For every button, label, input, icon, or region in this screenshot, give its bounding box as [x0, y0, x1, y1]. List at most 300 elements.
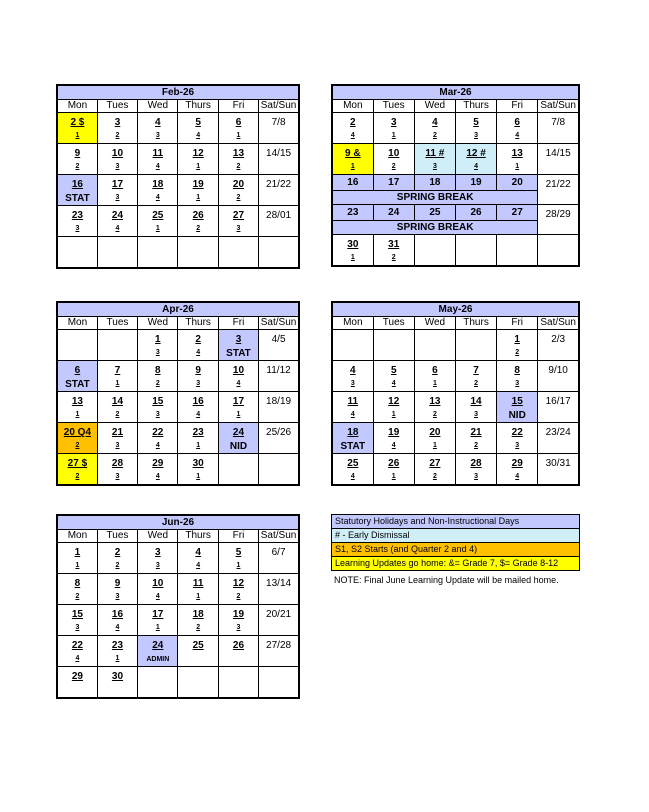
day-number: 14 — [470, 396, 482, 407]
day-cell-break — [373, 205, 414, 221]
day-cell — [178, 330, 218, 361]
day-number: 21 — [470, 427, 482, 438]
day-number: 9 — [195, 365, 201, 376]
day-cell — [57, 543, 97, 574]
weekend-cell — [259, 361, 299, 392]
quarter-day: 3 — [474, 132, 478, 139]
weekend-cell — [538, 205, 579, 235]
empty-cell — [414, 330, 455, 361]
day-cell — [97, 543, 137, 574]
day-cell-early-dismissal — [455, 144, 496, 175]
quarter-day: 4 — [75, 655, 80, 662]
month-title: May-26 — [332, 302, 579, 317]
day-cell-nid — [218, 423, 258, 454]
day-cell — [373, 361, 414, 392]
day-cell — [178, 361, 218, 392]
dow-header: Tues — [97, 530, 137, 543]
day-number: 4 — [350, 365, 356, 376]
quarter-day: 1 — [115, 655, 120, 662]
day-cell — [218, 144, 258, 175]
dow-header: Tues — [373, 100, 414, 113]
quarter-day: 3 — [75, 225, 80, 232]
quarter-day: 3 — [155, 562, 160, 569]
quarter-day: 3 — [75, 624, 80, 631]
day-cell — [97, 454, 137, 486]
day-cell — [218, 175, 258, 206]
stat-label: STAT — [65, 379, 90, 390]
day-cell — [138, 206, 178, 237]
day-cell — [455, 454, 496, 486]
day-number: 26 — [232, 640, 245, 651]
day-number: 5 — [473, 117, 479, 128]
day-cell — [455, 392, 496, 423]
day-number: 2 — [195, 334, 201, 345]
dow-header: Sat/Sun — [538, 317, 579, 330]
quarter-day: 2 — [236, 163, 241, 170]
empty-cell — [455, 235, 496, 267]
day-number: 3 — [390, 117, 397, 128]
day-cell-quarter-start — [57, 423, 97, 454]
day-number: 13 — [429, 396, 441, 407]
legend-stat-holidays: Statutory Holidays and Non-Instructional Days — [332, 515, 580, 529]
day-number: 12 — [232, 578, 245, 589]
dow-header: Tues — [97, 100, 137, 113]
day-cell — [178, 206, 218, 237]
quarter-day: 2 — [236, 194, 241, 201]
day-cell — [138, 543, 178, 574]
quarter-day: 4 — [350, 132, 355, 139]
legend-learning-updates: Learning Updates go home: &= Grade 7, $= Grade 8-12 — [332, 557, 580, 571]
day-number: 10 — [232, 365, 245, 376]
empty-cell — [138, 667, 178, 699]
day-number: 5 — [390, 365, 397, 376]
day-cell — [138, 423, 178, 454]
quarter-day: 2 — [75, 473, 80, 480]
weekend-cell — [259, 574, 299, 605]
day-number: 20 — [511, 177, 523, 188]
day-number: 8 — [155, 365, 161, 376]
dow-header: Sat/Sun — [538, 100, 579, 113]
day-cell — [57, 636, 97, 667]
dow-header: Wed — [414, 317, 455, 330]
day-cell — [138, 113, 178, 144]
quarter-day: 2 — [474, 380, 478, 387]
empty-cell — [373, 330, 414, 361]
day-cell — [373, 454, 414, 486]
month-title: Apr-26 — [57, 302, 299, 317]
dow-header: Mon — [57, 530, 97, 543]
day-cell — [138, 330, 178, 361]
day-number: 9 & — [345, 148, 361, 159]
quarter-day: 2 — [115, 562, 120, 569]
dow-header: Sat/Sun — [259, 317, 299, 330]
day-number: 13 — [232, 148, 245, 159]
day-number: 18 — [429, 177, 441, 188]
quarter-day: 4 — [196, 132, 201, 139]
empty-cell — [538, 235, 579, 267]
day-number: 28 — [470, 458, 482, 469]
day-number: 1 — [155, 334, 161, 345]
day-cell — [497, 113, 538, 144]
day-number: 29 — [511, 458, 523, 469]
weekend-dates: 14/15 — [266, 148, 292, 159]
weekend-cell — [259, 392, 299, 423]
weekend-cell — [538, 330, 579, 361]
quarter-day: 3 — [115, 593, 120, 600]
empty-cell — [57, 237, 97, 269]
weekend-cell — [538, 361, 579, 392]
dow-header: Mon — [57, 317, 97, 330]
empty-cell — [97, 330, 137, 361]
day-number: 22 — [511, 427, 523, 438]
day-number: 4 — [155, 117, 161, 128]
day-number: 29 — [71, 671, 83, 682]
day-number: 2 — [114, 547, 121, 558]
day-number: 10 — [388, 148, 400, 159]
dow-header: Sat/Sun — [259, 100, 299, 113]
weekend-dates: 30/31 — [545, 458, 571, 469]
day-cell — [218, 636, 258, 667]
day-cell — [57, 574, 97, 605]
quarter-day: 3 — [236, 225, 241, 232]
calendar-mar-26 — [331, 84, 580, 267]
quarter-day: 4 — [115, 225, 120, 232]
day-number: 8 — [514, 365, 520, 376]
day-number: 24 — [111, 210, 124, 221]
day-number: 13 — [71, 396, 83, 407]
day-cell — [497, 330, 538, 361]
day-number: 31 — [388, 239, 400, 250]
day-cell — [497, 361, 538, 392]
quarter-day: 4 — [391, 442, 396, 449]
day-number: 26 — [388, 458, 400, 469]
dow-header: Thurs — [455, 317, 496, 330]
calendar-apr-26 — [56, 301, 300, 486]
admin-label: ADMIN — [146, 656, 170, 663]
day-number: 23 — [111, 640, 124, 651]
day-number: 11 — [192, 578, 204, 589]
day-cell-break — [373, 175, 414, 191]
day-cell — [97, 636, 137, 667]
day-number: 8 — [74, 578, 81, 589]
day-number: 28 — [111, 458, 124, 469]
calendar-feb-26 — [56, 84, 300, 269]
day-cell — [332, 361, 373, 392]
dow-header: Tues — [97, 317, 137, 330]
day-cell-break — [497, 175, 538, 191]
spring-break-banner: SPRING BREAK — [332, 221, 538, 235]
day-cell — [178, 574, 218, 605]
dow-header: Fri — [497, 317, 538, 330]
quarter-day: 1 — [196, 473, 201, 480]
weekend-dates: 7/8 — [551, 117, 566, 128]
day-cell — [218, 113, 258, 144]
day-number: 27 — [511, 207, 523, 218]
dow-header: Wed — [138, 530, 178, 543]
quarter-day: 4 — [350, 473, 355, 480]
weekend-dates: 9/10 — [548, 365, 568, 376]
day-cell — [414, 454, 455, 486]
day-cell-nid — [497, 392, 538, 423]
day-cell — [97, 113, 137, 144]
quarter-day: 1 — [432, 442, 437, 449]
day-number: 6 — [74, 365, 81, 376]
day-cell-admin — [138, 636, 178, 667]
day-number: 25 — [429, 207, 441, 218]
day-number: 12 # — [466, 148, 486, 159]
day-number: 23 — [192, 427, 204, 438]
weekend-dates: 7/8 — [271, 117, 286, 128]
day-cell — [178, 392, 218, 423]
quarter-day: 1 — [196, 194, 201, 201]
weekend-dates: 27/28 — [266, 640, 292, 651]
weekend-dates: 2/3 — [551, 334, 566, 345]
day-number: 27 — [429, 458, 441, 469]
quarter-day: 2 — [196, 624, 201, 631]
day-cell — [57, 392, 97, 423]
weekend-dates: 11/12 — [266, 365, 291, 376]
dow-header: Wed — [414, 100, 455, 113]
weekend-dates: 25/26 — [266, 427, 292, 438]
day-number: 12 — [192, 148, 204, 159]
legend — [331, 514, 580, 571]
day-cell — [97, 605, 137, 636]
weekend-dates: 28/01 — [266, 210, 292, 221]
empty-cell — [259, 237, 299, 269]
quarter-day: 3 — [515, 380, 520, 387]
day-cell — [218, 392, 258, 423]
day-cell — [455, 113, 496, 144]
quarter-day: 1 — [196, 442, 201, 449]
day-number: 11 — [347, 396, 359, 407]
day-cell — [57, 144, 97, 175]
dow-header: Tues — [373, 317, 414, 330]
weekend-dates: 18/19 — [266, 396, 292, 407]
day-cell — [57, 206, 97, 237]
quarter-day: 3 — [350, 380, 355, 387]
day-number: 11 — [152, 148, 164, 159]
day-number: 24 — [232, 427, 245, 438]
quarter-day: 4 — [515, 132, 520, 139]
quarter-day: 1 — [75, 132, 80, 139]
day-cell — [218, 574, 258, 605]
empty-cell — [218, 454, 258, 486]
quarter-day: 1 — [115, 380, 120, 387]
weekend-dates: 4/5 — [271, 334, 286, 345]
weekend-cell — [259, 144, 299, 175]
dow-header: Mon — [332, 100, 373, 113]
day-cell-break — [497, 205, 538, 221]
day-cell — [455, 361, 496, 392]
quarter-day: 3 — [115, 163, 120, 170]
day-cell — [373, 235, 414, 267]
quarter-day: 4 — [155, 593, 160, 600]
weekend-cell — [259, 206, 299, 237]
weekend-cell — [259, 636, 299, 667]
month-title: Jun-26 — [57, 515, 299, 530]
dow-header: Thurs — [455, 100, 496, 113]
day-number: 20 Q4 — [63, 427, 92, 438]
quarter-day: 1 — [236, 562, 241, 569]
quarter-day: 3 — [432, 163, 437, 170]
empty-cell — [259, 667, 299, 699]
weekend-dates: 21/22 — [266, 179, 292, 190]
dow-header: Fri — [497, 100, 538, 113]
day-cell — [332, 454, 373, 486]
day-number: 16 — [71, 179, 83, 190]
day-number: 1 — [74, 547, 81, 558]
day-cell-break — [455, 205, 496, 221]
dow-header: Thurs — [178, 317, 218, 330]
quarter-day: 1 — [350, 254, 355, 261]
weekend-cell — [538, 113, 579, 144]
day-number: 30 — [111, 671, 124, 682]
dow-header: Thurs — [178, 530, 218, 543]
quarter-day: 4 — [155, 194, 160, 201]
day-number: 13 — [511, 148, 523, 159]
quarter-day: 4 — [155, 442, 160, 449]
quarter-day: 3 — [515, 442, 520, 449]
day-number: 30 — [192, 458, 204, 469]
day-cell — [138, 175, 178, 206]
day-cell — [97, 574, 137, 605]
day-cell — [57, 454, 97, 486]
day-cell-stat — [57, 175, 97, 206]
quarter-day: 4 — [236, 380, 241, 387]
day-number: 18 — [347, 427, 359, 438]
quarter-day: 1 — [236, 132, 241, 139]
day-number: 9 — [74, 148, 81, 159]
day-number: 27 — [232, 210, 245, 221]
quarter-day: 2 — [391, 254, 396, 261]
stat-label: STAT — [65, 193, 90, 204]
day-number: 17 — [111, 179, 124, 190]
day-number: 15 — [71, 609, 83, 620]
day-cell-break — [332, 205, 373, 221]
quarter-day: 1 — [350, 163, 355, 170]
day-cell-stat — [57, 361, 97, 392]
weekend-dates: 13/14 — [266, 578, 292, 589]
day-number: 18 — [192, 609, 204, 620]
quarter-day: 3 — [155, 132, 160, 139]
day-number: 25 — [347, 458, 359, 469]
day-cell — [414, 423, 455, 454]
empty-cell — [414, 235, 455, 267]
quarter-day: 1 — [391, 473, 396, 480]
dow-header: Fri — [218, 100, 258, 113]
day-number: 4 — [432, 117, 438, 128]
day-number: 10 — [152, 578, 164, 589]
day-cell — [138, 574, 178, 605]
day-cell — [373, 144, 414, 175]
quarter-day: 2 — [515, 349, 520, 356]
day-cell-break — [455, 175, 496, 191]
day-number: 10 — [111, 148, 124, 159]
quarter-day: 3 — [196, 380, 201, 387]
day-number: 3 — [235, 334, 242, 345]
quarter-day: 1 — [515, 163, 520, 170]
quarter-day: 3 — [155, 411, 160, 418]
day-cell — [178, 543, 218, 574]
day-cell — [497, 454, 538, 486]
empty-cell — [497, 235, 538, 267]
day-number: 1 — [514, 334, 520, 345]
day-cell — [497, 144, 538, 175]
quarter-day: 3 — [155, 349, 160, 356]
quarter-day: 2 — [115, 132, 120, 139]
quarter-day: 2 — [155, 380, 160, 387]
quarter-day: 4 — [155, 163, 160, 170]
day-number: 26 — [470, 207, 482, 218]
day-number: 6 — [235, 117, 242, 128]
empty-cell — [97, 237, 137, 269]
quarter-day: 2 — [474, 442, 478, 449]
quarter-day: 2 — [196, 225, 201, 232]
day-cell — [332, 392, 373, 423]
weekend-cell — [538, 175, 579, 205]
weekend-dates: 21/22 — [545, 179, 571, 190]
day-number: 5 — [195, 117, 201, 128]
quarter-day: 3 — [474, 473, 478, 480]
quarter-day: 1 — [196, 593, 201, 600]
day-number: 14 — [111, 396, 124, 407]
day-cell — [178, 175, 218, 206]
quarter-day: 4 — [196, 349, 201, 356]
day-cell — [497, 423, 538, 454]
quarter-day: 4 — [115, 624, 120, 631]
quarter-day: 2 — [75, 442, 80, 449]
legend-early-dismissal: # - Early Dismissal — [332, 529, 580, 543]
day-cell — [97, 144, 137, 175]
quarter-day: 1 — [75, 411, 80, 418]
quarter-day: 3 — [115, 442, 120, 449]
day-number: 7 — [114, 365, 121, 376]
day-number: 6 — [514, 117, 520, 128]
weekend-dates: 6/7 — [271, 547, 286, 558]
day-number: 29 — [152, 458, 164, 469]
quarter-day: 3 — [115, 473, 120, 480]
quarter-day: 1 — [196, 163, 201, 170]
day-number: 23 — [347, 207, 359, 218]
dow-header: Thurs — [178, 100, 218, 113]
quarter-day: 3 — [236, 624, 241, 631]
day-cell — [138, 144, 178, 175]
quarter-day: 1 — [432, 380, 437, 387]
quarter-day: 4 — [196, 562, 201, 569]
day-cell — [178, 454, 218, 486]
empty-cell — [178, 667, 218, 699]
day-number: 3 — [114, 117, 121, 128]
empty-cell — [332, 330, 373, 361]
day-cell — [373, 423, 414, 454]
nid-label: NID — [229, 441, 248, 452]
quarter-day: 4 — [391, 380, 396, 387]
day-number: 17 — [232, 396, 245, 407]
day-number: 5 — [235, 547, 242, 558]
day-cell — [178, 636, 218, 667]
month-title: Mar-26 — [332, 85, 579, 100]
dow-header: Sat/Sun — [259, 530, 299, 543]
empty-cell — [455, 330, 496, 361]
day-number: 15 — [152, 396, 164, 407]
day-number: 11 # — [425, 148, 445, 159]
weekend-cell — [538, 144, 579, 175]
weekend-cell — [538, 454, 579, 486]
day-number: 25 — [152, 210, 164, 221]
quarter-day: 2 — [432, 132, 437, 139]
weekend-dates: 14/15 — [545, 148, 571, 159]
weekend-dates: 16/17 — [545, 396, 571, 407]
